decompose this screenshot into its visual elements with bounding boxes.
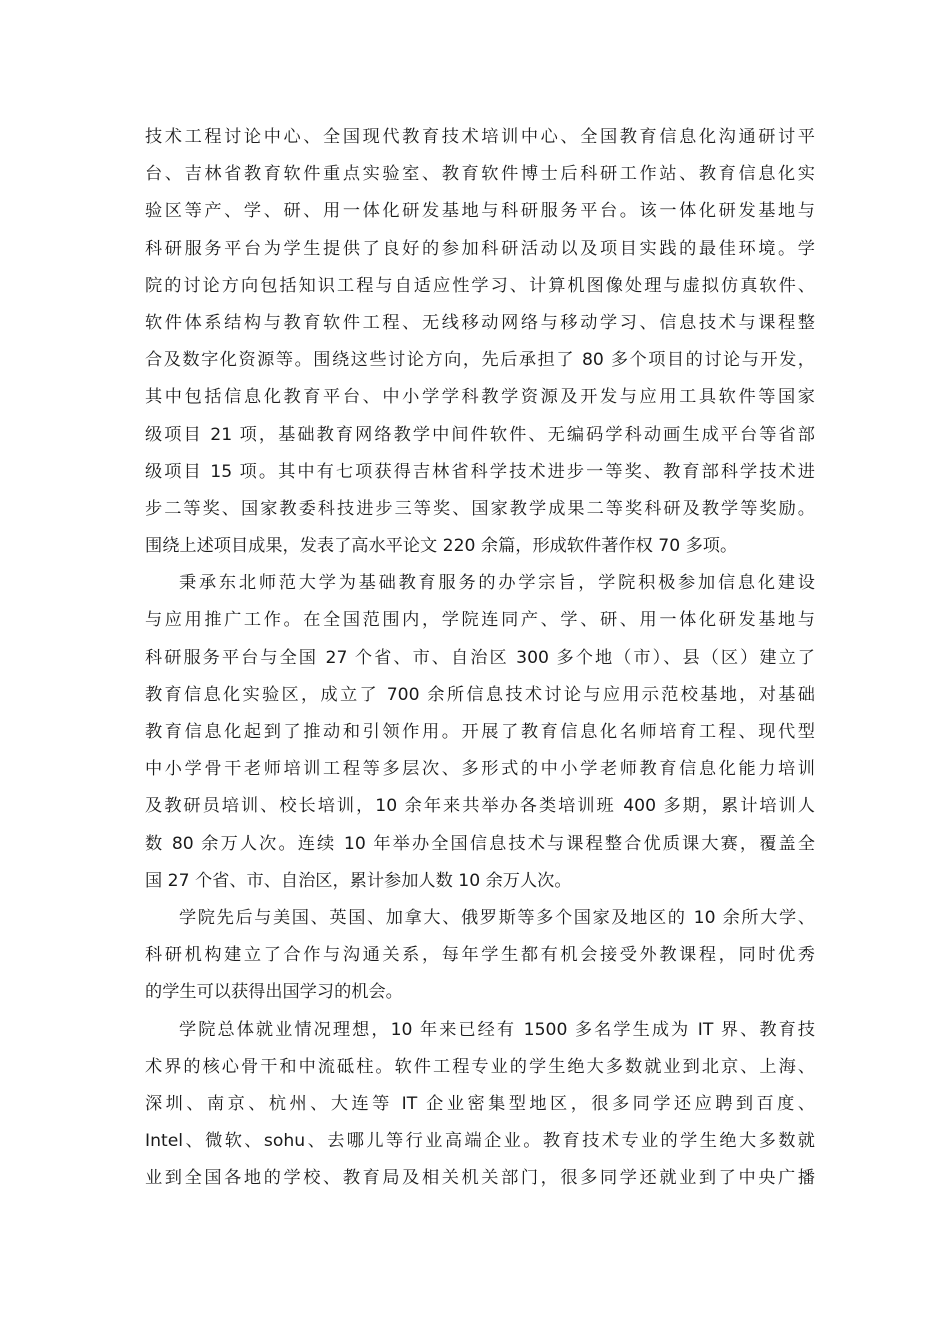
- text-line: 科研机构建立了合作与沟通关系，每年学生都有机会接受外教课程，同时优秀: [145, 945, 815, 966]
- text-line: 院的讨论方向包括知识工程与自适应性学习、计算机图像处理与虚拟仿真软件、: [145, 275, 815, 296]
- text-line: 科研服务平台为学生提供了良好的参加科研活动以及项目实践的最佳环境。学: [145, 238, 815, 259]
- document-body: [145, 119, 815, 1197]
- text-line: 与应用推广工作。在全国范围内，学院连同产、学、研、用一体化研发基地与: [145, 610, 815, 631]
- text-line: 台、吉林省教育软件重点实验室、教育软件博士后科研工作站、教育信息化实: [145, 164, 815, 185]
- text-line: 国 27 个省、市、自治区，累计参加人数 10 余万人次。: [145, 870, 572, 891]
- text-line: 级项目 15 项。其中有七项获得吉林省科学技术进步一等奖、教育部科学技术进: [145, 461, 815, 482]
- text-line: 教育信息化起到了推动和引领作用。开展了教育信息化名师培育工程、现代型: [145, 722, 815, 742]
- text-line: 教育信息化实验区，成立了 700 余所信息技术讨论与应用示范校基地，对基础: [145, 684, 815, 705]
- text-line: 中小学骨干老师培训工程等多层次、多形式的中小学老师教育信息化能力培训: [145, 759, 815, 780]
- text-line: 其中包括信息化教育平台、中小学学科教学资源及开发与应用工具软件等国家: [145, 387, 815, 408]
- text-line: 软件体系结构与教育软件工程、无线移动网络与移动学习、信息技术与课程整: [145, 312, 815, 333]
- text-line: 术界的核心骨干和中流砥柱。软件工程专业的学生绝大多数就业到北京、上海、: [145, 1056, 815, 1077]
- text-line: 数 80 余万人次。连续 10 年举办全国信息技术与课程整合优质课大赛，覆盖全: [145, 833, 815, 854]
- text-line: 合及数字化资源等。围绕这些讨论方向，先后承担了 80 多个项目的讨论与开发，: [145, 350, 815, 371]
- text-line: Intel、微软、sohu、去哪儿等行业高端企业。教育技术专业的学生绝大多数就: [145, 1131, 815, 1152]
- text-line: 的学生可以获得出国学习的机会。: [145, 982, 403, 1003]
- text-line: 科研服务平台与全国 27 个省、市、自治区 300 多个地（市）、县（区）建立了: [145, 647, 815, 668]
- text-line: 级项目 21 项，基础教育网络教学中间件软件、无编码学科动画生成平台等省部: [145, 424, 815, 445]
- text-line: 学院先后与美国、英国、加拿大、俄罗斯等多个国家及地区的 10 余所大学、: [179, 907, 815, 928]
- text-line: 技术工程讨论中心、全国现代教育技术培训中心、全国教育信息化沟通研讨平: [145, 127, 815, 147]
- text-line: 围绕上述项目成果，发表了高水平论文 220 余篇，形成软件著作权 70 多项。: [145, 536, 738, 557]
- text-line: 学院总体就业情况理想，10 年来已经有 1500 多名学生成为 IT 界、教育技: [179, 1019, 815, 1040]
- text-line: 秉承东北师范大学为基础教育服务的办学宗旨，学院积极参加信息化建设: [179, 573, 815, 594]
- text-line: 步二等奖、国家教委科技进步三等奖、国家教学成果二等奖科研及教学等奖励。: [145, 498, 815, 519]
- text-line: 验区等产、学、研、用一体化研发基地与科研服务平台。该一体化研发基地与: [145, 201, 815, 222]
- text-line: 及教研员培训、校长培训，10 余年来共举办各类培训班 400 多期，累计培训人: [145, 796, 815, 817]
- text-line: 业到全国各地的学校、教育局及相关机关部门，很多同学还就业到了中央广播: [145, 1168, 815, 1189]
- text-line: 深圳、南京、杭州、大连等 IT 企业密集型地区，很多同学还应聘到百度、: [145, 1093, 815, 1114]
